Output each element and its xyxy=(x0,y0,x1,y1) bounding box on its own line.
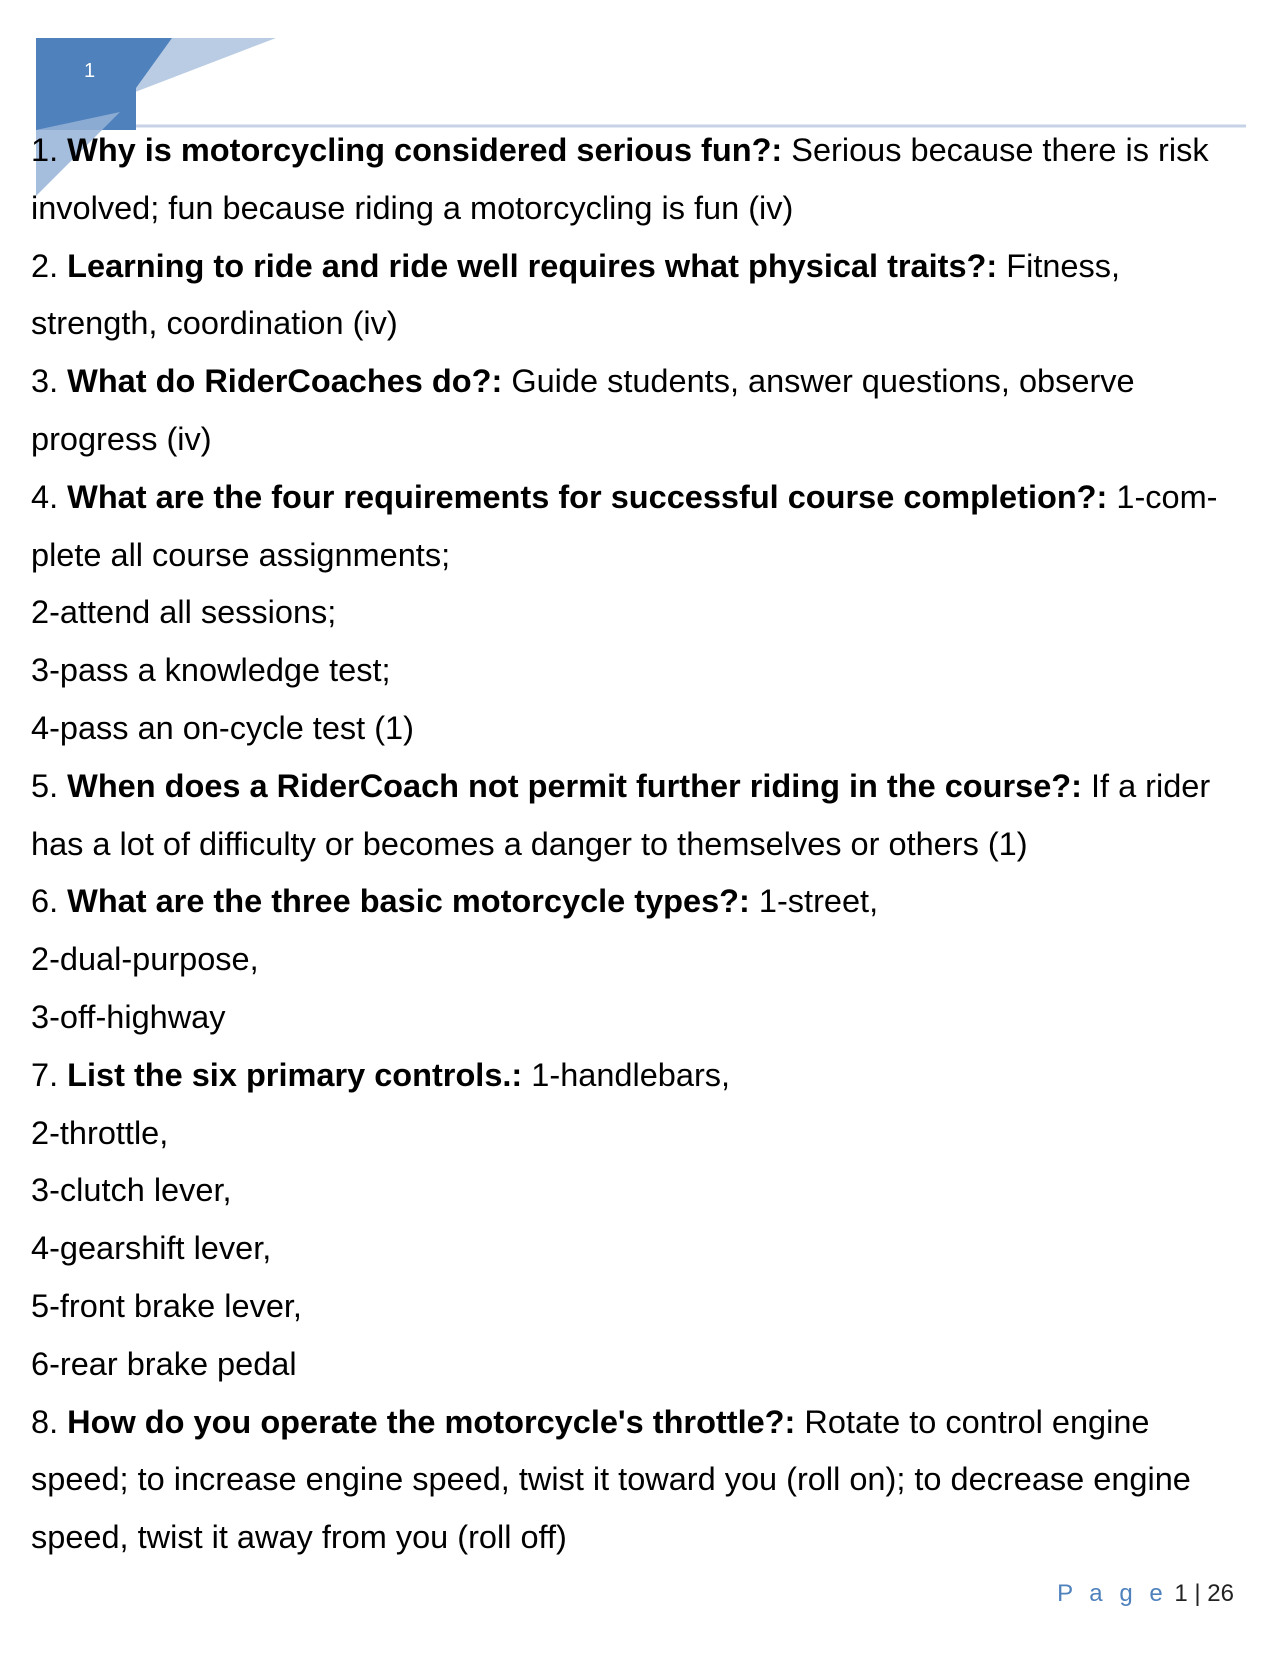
item-question: What are the four requirements for successful course completion?: xyxy=(67,478,1108,515)
item-answer: Guide students, answer questions, observe progress (iv) xyxy=(31,363,1135,457)
item-question: List the six primary controls.: xyxy=(67,1056,523,1093)
item-question: What do RiderCoaches do?: xyxy=(67,363,503,400)
page-footer xyxy=(1057,1580,1234,1608)
footer-separator: | xyxy=(1194,1580,1201,1607)
item-list-line: 2-throttle, xyxy=(31,1114,169,1151)
item-answer: If a rider has a lot of difficulty or becomes a danger to themselves or others (1) xyxy=(31,767,1211,862)
item-number: 1. xyxy=(31,132,59,168)
item-answer: 1-com-plete all course assignments; xyxy=(31,478,1218,573)
item-list-line: 2-attend all sessions; xyxy=(31,594,337,631)
item-number: 2. xyxy=(31,247,59,284)
footer-current-page: 1 xyxy=(1174,1580,1188,1607)
qa-item xyxy=(31,873,1246,931)
item-list-line: 3-off-highway xyxy=(31,998,226,1035)
item-question: Why is motorcycling considered serious fun?: xyxy=(67,132,783,168)
qa-item xyxy=(31,238,1246,354)
footer-total-pages: 26 xyxy=(1207,1580,1234,1607)
item-number: 7. xyxy=(31,1056,59,1093)
item-list-line: 4-gearshift lever, xyxy=(31,1230,272,1267)
qa-item xyxy=(31,353,1246,469)
qa-item xyxy=(31,122,1246,238)
header-page-number: 1 xyxy=(84,60,96,82)
item-number: 4. xyxy=(31,478,59,515)
item-question: What are the three basic motorcycle types?: xyxy=(67,883,750,920)
qa-item xyxy=(31,1047,1246,1105)
item-answer: 1-handlebars, xyxy=(522,1056,731,1093)
item-number: 8. xyxy=(31,1403,59,1440)
item-list-line: 6-rear brake pedal xyxy=(31,1345,297,1382)
item-question: How do you operate the motorcycle's throttle?: xyxy=(67,1403,796,1440)
document-body xyxy=(31,122,1246,1567)
item-list-line: 3-pass a knowledge test; xyxy=(31,652,391,689)
item-list-line: 5-front brake lever, xyxy=(31,1287,302,1324)
item-answer: Serious because there is risk involved; fun because riding a motorcycling is fun (iv) xyxy=(31,132,1209,226)
item-number: 3. xyxy=(31,363,59,400)
footer-page-label: P a g e xyxy=(1057,1580,1168,1607)
item-number: 5. xyxy=(31,767,59,804)
item-answer: 1-street, xyxy=(749,883,879,920)
qa-item xyxy=(31,469,1246,585)
item-question: Learning to ride and ride well requires what physical traits?: xyxy=(67,247,998,284)
header-block xyxy=(36,38,136,130)
qa-item xyxy=(31,758,1246,874)
item-number: 6. xyxy=(31,883,59,920)
item-list-line: 3-clutch lever, xyxy=(31,1172,232,1209)
item-question: When does a RiderCoach not permit further riding in the course?: xyxy=(67,767,1082,804)
qa-item xyxy=(31,1394,1246,1567)
item-answer: Fitness, strength, coordination (iv) xyxy=(31,247,1121,342)
item-list-line: 2-dual-purpose, xyxy=(31,941,259,978)
item-answer: Rotate to control engine speed; to increase engine speed, twist it toward you (roll on); to decrease engine speed, twist it away from you (roll off) xyxy=(31,1403,1191,1556)
item-list-line: 4-pass an on-cycle test (1) xyxy=(31,709,414,746)
